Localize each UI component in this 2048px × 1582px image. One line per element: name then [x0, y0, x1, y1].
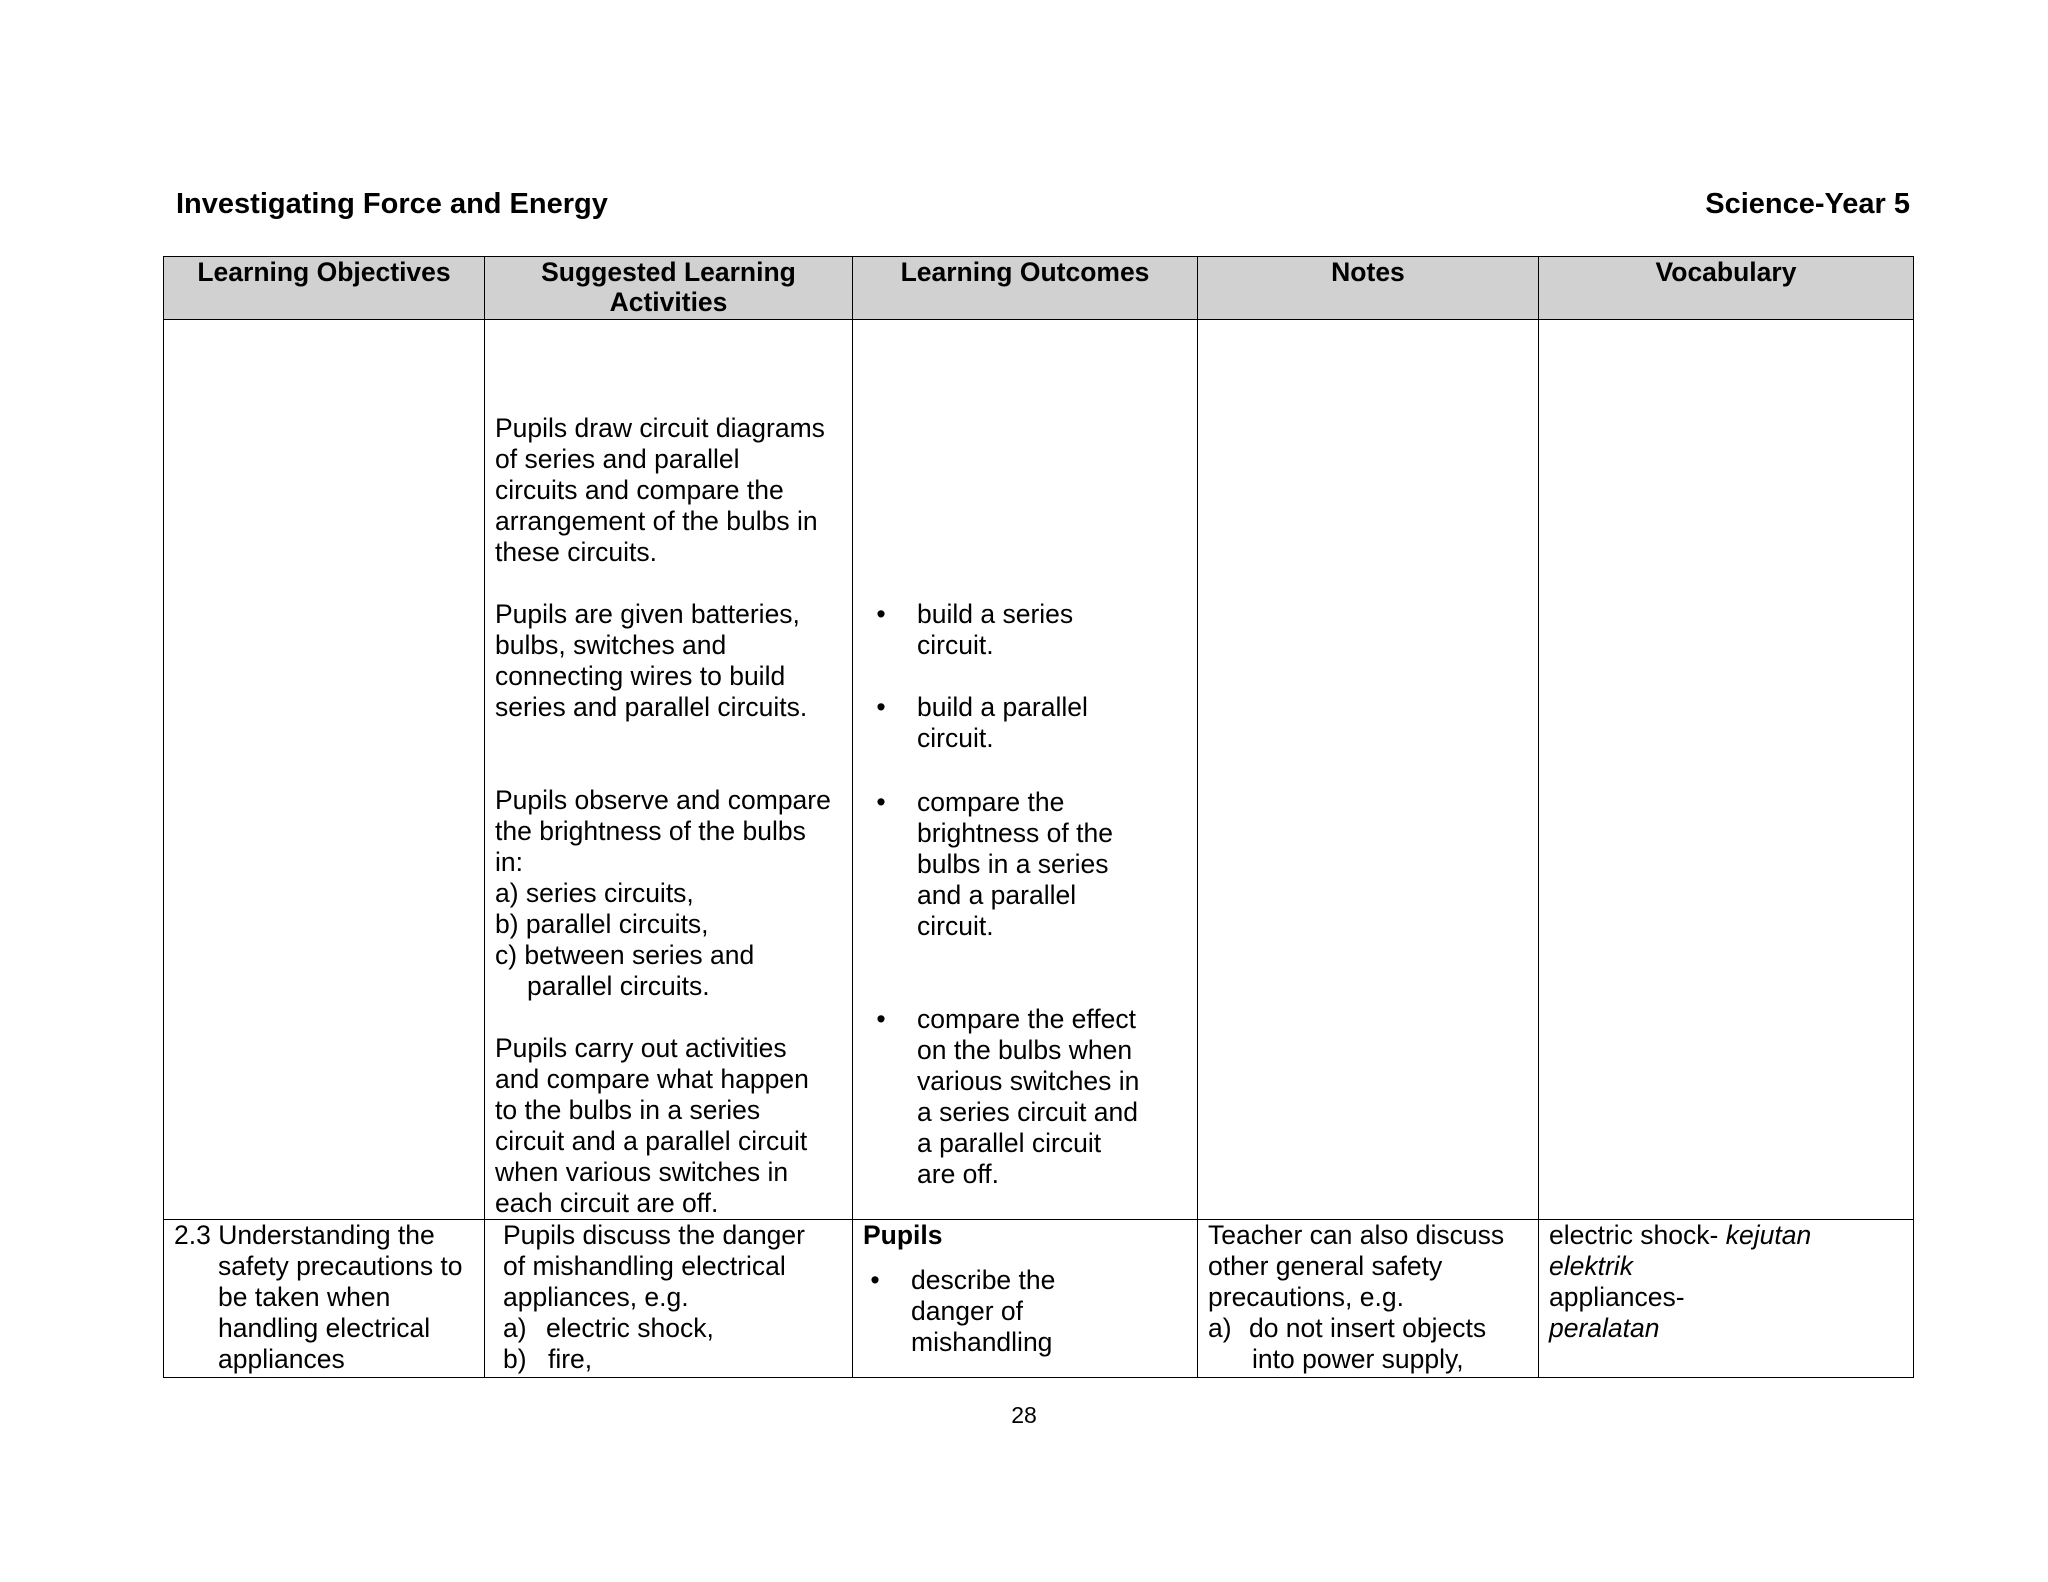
syllabus-table [163, 256, 1914, 1378]
table-header-row [164, 257, 1914, 320]
table-row [164, 1220, 1914, 1378]
outcomes-cell: Pupils • describe the danger of mishandling [853, 1220, 1198, 1378]
column-header-notes: Notes [1198, 257, 1539, 320]
column-header-vocabulary: Vocabulary [1539, 257, 1914, 320]
column-header-learning-outcomes: Learning Outcomes [853, 257, 1198, 320]
activity-build-circuits: Pupils are given batteries, bulbs, switches and connecting wires to build series and parallel circuits. [495, 599, 808, 722]
vocabulary-cell: electric shock- kejutan elektrik appliances- peralatan [1539, 1220, 1914, 1378]
vocabulary-cell [1539, 320, 1914, 1220]
activity-switches: Pupils carry out activities and compare what happen to the bulbs in a series circuit and a parallel circuit when various switches in each circuit are off. [495, 1033, 809, 1218]
column-header-suggested-activities: Suggested Learning Activities [485, 257, 853, 320]
outcomes-list [863, 599, 1187, 1190]
activities-cell: Pupils discuss the danger of mishandling electrical appliances, e.g. a) electric shock, b) fire, [485, 1220, 853, 1378]
activity-item: b) fire, [503, 1344, 593, 1374]
page-header [176, 188, 1910, 224]
activity-draw-diagrams: Pupils draw circuit diagrams of series and parallel circuits and compare the arrangement of the bulbs in these circuits. [495, 413, 825, 567]
activity-item: a) electric shock, [503, 1313, 714, 1343]
vocab-entry: appliances- [1549, 1282, 1685, 1312]
notes-item: a) do not insert objects [1208, 1313, 1487, 1343]
bullet-icon: • [876, 1004, 886, 1034]
outcomes-list [857, 1265, 1187, 1358]
outcome-build-parallel: • build a parallel circuit. [863, 692, 1187, 754]
page-number: 28 [1011, 1402, 1037, 1428]
outcome-compare-brightness: • compare the brightness of the bulbs in a series and a parallel circuit. [863, 787, 1187, 942]
bullet-icon: • [876, 787, 886, 817]
subject-title: Science-Year 5 [1705, 188, 1910, 220]
outcome-describe-danger: • describe the danger of mishandling [857, 1265, 1187, 1358]
bullet-icon: • [876, 692, 886, 722]
notes-cell [1198, 320, 1539, 1220]
bullet-icon: • [876, 599, 886, 629]
bullet-icon: • [870, 1265, 880, 1295]
activity-compare-brightness: Pupils observe and compare the brightness of the bulbs in: a) series circuits, b) parallel circuits, c) between series and parallel circuits. [495, 785, 831, 1001]
objective-cell [164, 320, 485, 1220]
section-title: Investigating Force and Energy [176, 188, 608, 220]
notes-cell: Teacher can also discuss other general safety precautions, e.g. a) do not insert objects into power supply, [1198, 1220, 1539, 1378]
outcomes-cell [853, 320, 1198, 1220]
activities-cell [485, 320, 853, 1220]
column-header-learning-objectives: Learning Objectives [164, 257, 485, 320]
outcome-build-series: • build a series circuit. [863, 599, 1187, 661]
outcome-compare-switches: • compare the effect on the bulbs when various switches in a series circuit and a parallel circuit are off. [863, 1004, 1187, 1190]
vocab-entry: electric shock- kejutan [1549, 1220, 1812, 1250]
table-row [164, 320, 1914, 1220]
objective-cell: 2.3 Understanding the safety precautions to be taken when handling electrical appliances [164, 1220, 485, 1378]
